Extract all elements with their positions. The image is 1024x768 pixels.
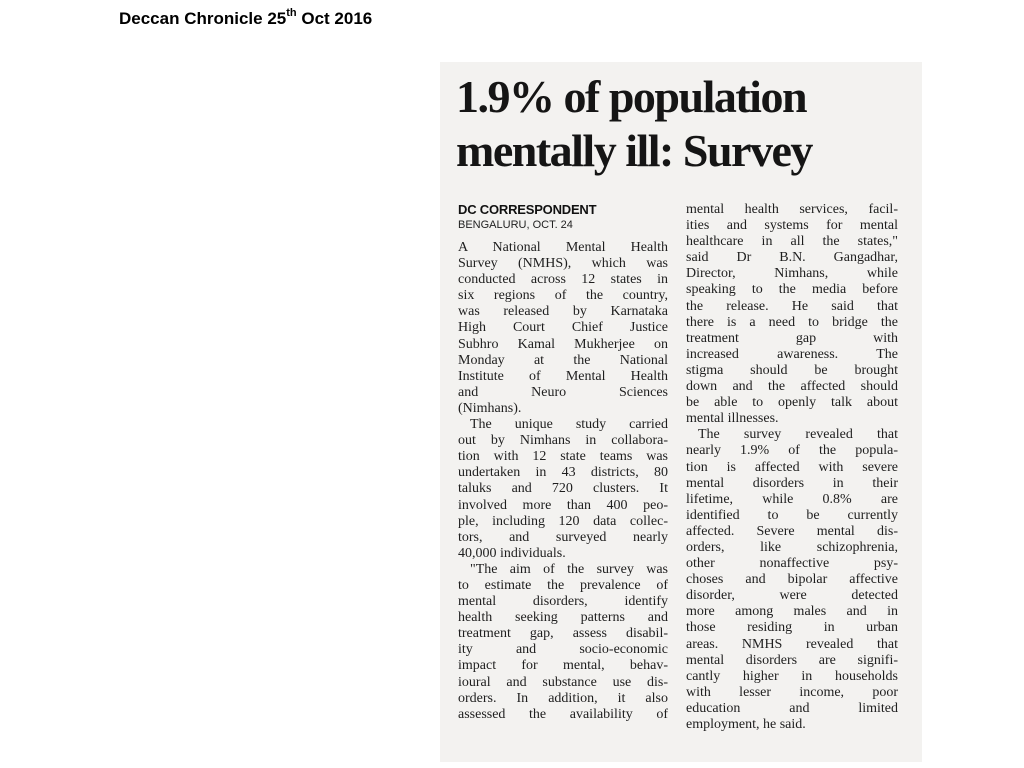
headline-line-1: 1.9% of population	[456, 71, 807, 122]
article-text-line: "The aim of the survey was	[470, 561, 668, 577]
article-text-line: The survey revealed that	[698, 427, 898, 443]
article-text-line: ity and socio-economic	[458, 642, 668, 658]
article-text-line: education and limited	[686, 700, 898, 716]
article-text-line: mental disorders, identify	[458, 594, 668, 610]
article-text-line: Monday at the National	[458, 352, 668, 368]
article-text-line: be able to openly talk about	[686, 395, 898, 411]
article-text-line: ities and systems for mental	[686, 218, 898, 234]
article-text-line: mental disorders in their	[686, 475, 898, 491]
article-text-line: undertaken in 43 districts, 80	[458, 465, 668, 481]
article-text-line: said Dr B.N. Gangadhar,	[686, 250, 898, 266]
article-text-line: ple, including 120 data collec-	[458, 513, 668, 529]
article-text-line: tion is affected with severe	[686, 459, 898, 475]
article-column-right	[686, 202, 898, 733]
article-text-line: Survey (NMHS), which was	[458, 256, 668, 272]
newspaper-clipping	[440, 62, 922, 762]
article-text-line: 40,000 individuals.	[458, 545, 566, 561]
article-text-line: lifetime, while 0.8% are	[686, 491, 898, 507]
article-text-line: conducted across 12 states in	[458, 272, 668, 288]
article-text-line: nearly 1.9% of the popula-	[686, 443, 898, 459]
article-text-line: A National Mental Health	[458, 240, 668, 255]
right-column-body	[686, 202, 898, 733]
article-text-line: stigma should be brought	[686, 362, 898, 378]
article-text-line: identified to be currently	[686, 507, 898, 523]
article-text-line: increased awareness. The	[686, 346, 898, 362]
left-column-body	[458, 240, 668, 723]
article-dateline: BENGALURU, OCT. 24	[458, 219, 573, 231]
article-text-line: Institute of Mental Health	[458, 368, 668, 384]
article-text-line: impact for mental, behav-	[458, 658, 668, 674]
article-text-line: cantly higher in households	[686, 668, 898, 684]
article-text-line: the release. He said that	[686, 298, 898, 314]
article-text-line: with lesser income, poor	[686, 684, 898, 700]
article-text-line: choses and bipolar affective	[686, 572, 898, 588]
headline-line-2: mentally ill: Survey	[456, 125, 812, 176]
article-text-line: areas. NMHS revealed that	[686, 636, 898, 652]
article-text-line: to estimate the prevalence of	[458, 577, 668, 593]
article-text-line: treatment gap with	[686, 330, 898, 346]
article-text-line: mental illnesses.	[686, 411, 779, 427]
article-text-line: speaking to the media before	[686, 282, 898, 298]
article-text-line: those residing in urban	[686, 620, 898, 636]
article-text-line: employment, he said.	[686, 717, 806, 732]
article-text-line: mental health services, facil-	[686, 202, 898, 217]
article-text-line: orders. In addition, it also	[458, 690, 668, 706]
article-text-line: disorder, were detected	[686, 588, 898, 604]
article-text-line: out by Nimhans in collabora-	[458, 433, 668, 449]
article-text-line: affected. Severe mental dis-	[686, 523, 898, 539]
article-text-line: and Neuro Sciences	[458, 384, 668, 400]
article-text-line: there is a need to bridge the	[686, 314, 898, 330]
caption-publication: Deccan Chronicle 25	[119, 9, 287, 28]
article-text-line: The unique study carried	[470, 417, 668, 433]
article-text-line: taluks and 720 clusters. It	[458, 481, 668, 497]
article-byline: DC CORRESPONDENT	[458, 202, 597, 217]
caption-date-superscript: th	[286, 7, 297, 19]
article-headline	[456, 70, 916, 178]
article-text-line: orders, like schizophrenia,	[686, 539, 898, 555]
article-text-line: ioural and substance use dis-	[458, 674, 668, 690]
article-text-line: assessed the availability of	[458, 706, 668, 722]
article-text-line: Subhro Kamal Mukherjee on	[458, 336, 668, 352]
article-text-line: other nonaffective psy-	[686, 556, 898, 572]
article-text-line: involved more than 400 peo-	[458, 497, 668, 513]
article-text-line: health seeking patterns and	[458, 610, 668, 626]
caption-date-rest: Oct 2016	[296, 9, 373, 28]
article-text-line: tors, and surveyed nearly	[458, 529, 668, 545]
article-text-line: Director, Nimhans, while	[686, 266, 898, 282]
article-column-left	[458, 202, 668, 723]
clipping-caption	[119, 9, 372, 29]
article-text-line: tion with 12 state teams was	[458, 449, 668, 465]
article-text-line: mental disorders are signifi-	[686, 652, 898, 668]
article-text-line: healthcare in all the states,"	[686, 234, 898, 250]
article-text-line: six regions of the country,	[458, 288, 668, 304]
article-text-line: was released by Karnataka	[458, 304, 668, 320]
article-text-line: High Court Chief Justice	[458, 320, 668, 336]
article-text-line: more among males and in	[686, 604, 898, 620]
article-text-line: down and the affected should	[686, 379, 898, 395]
article-text-line: treatment gap, assess disabil-	[458, 626, 668, 642]
article-text-line: (Nimhans).	[458, 400, 522, 416]
